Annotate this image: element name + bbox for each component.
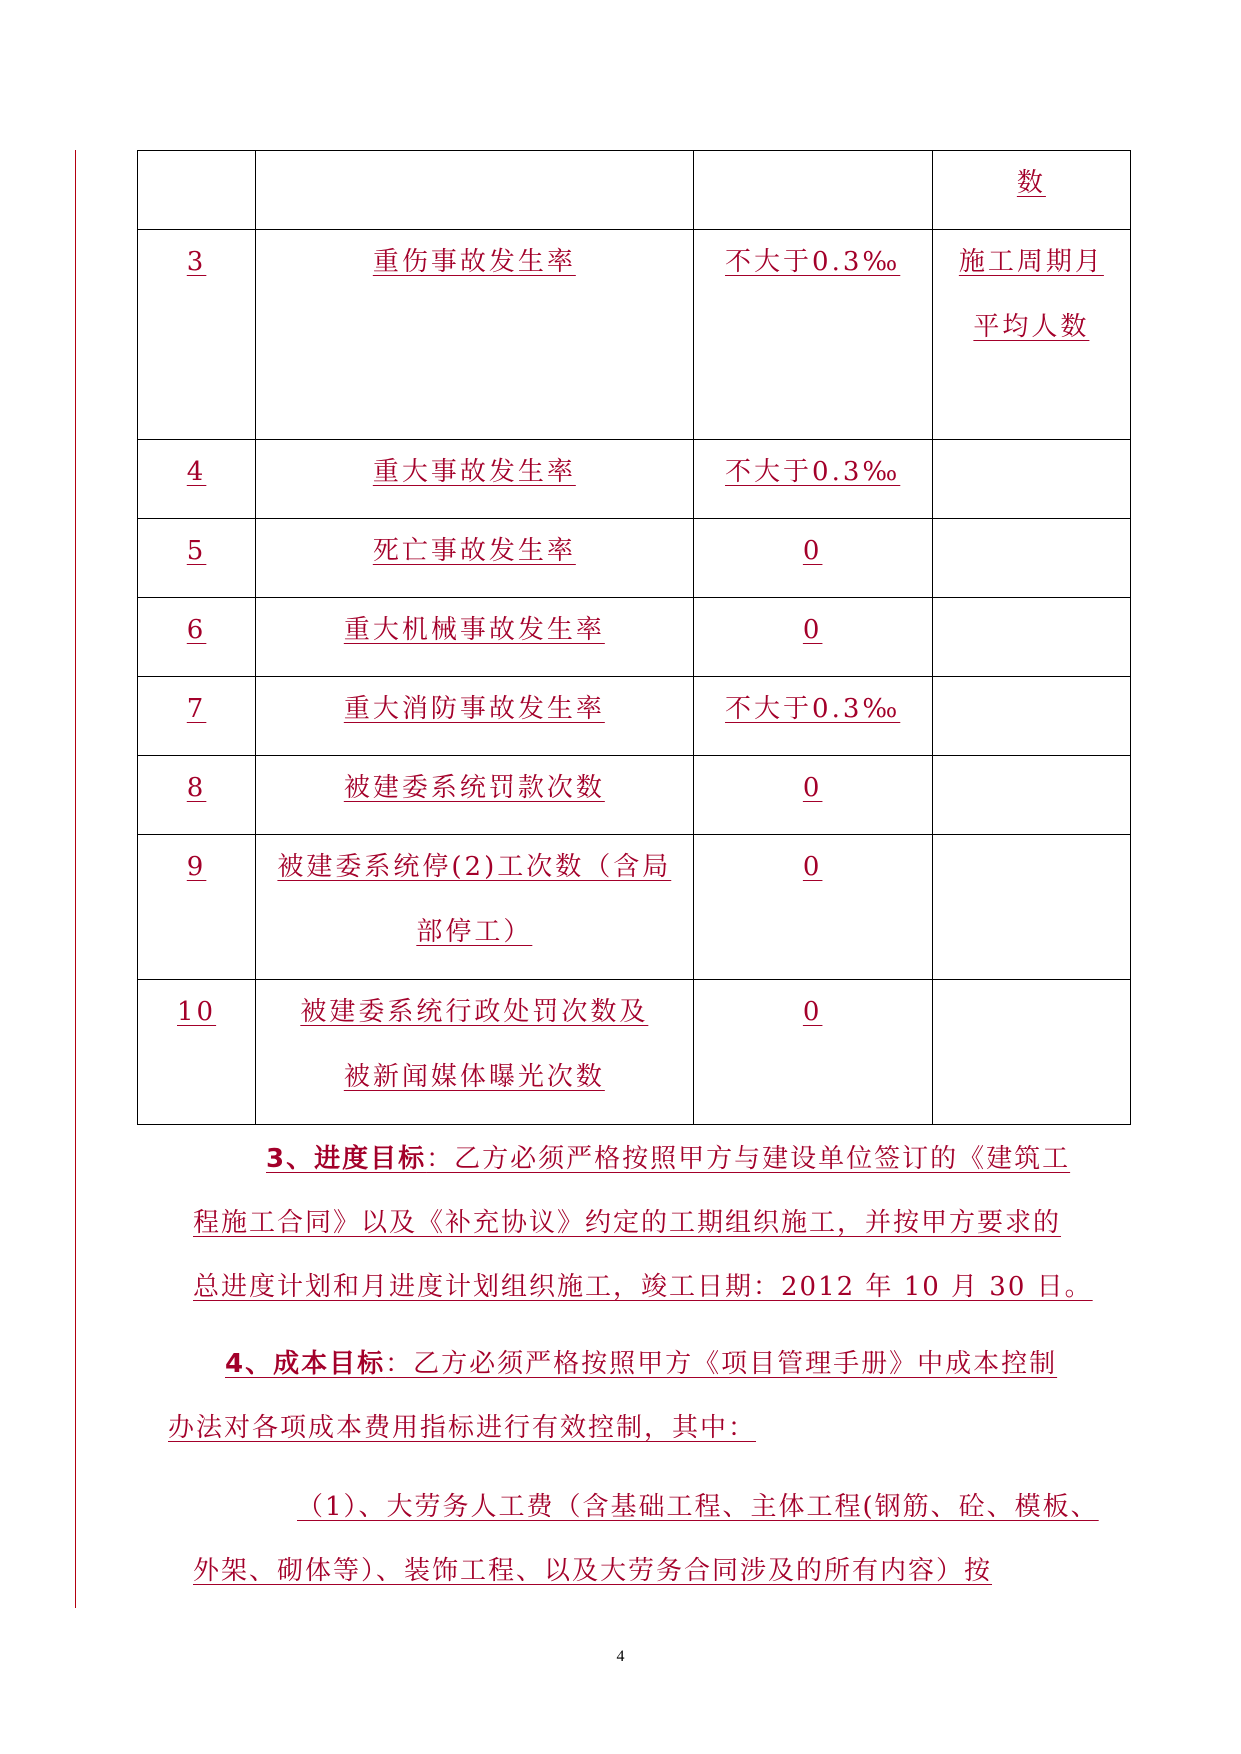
table-cell (693, 151, 932, 230)
section4-line1: 4、成本目标：乙方必须严格按照甲方《项目管理手册》中成本控制 (225, 1349, 1058, 1379)
item1-line1: （1）、大劳务人工费（含基础工程、主体工程(钢筋、砼、模板、 (297, 1492, 1099, 1522)
row-target: 0 (802, 852, 823, 882)
table-cell (138, 151, 256, 230)
table-row (138, 440, 1131, 519)
row-number: 10 (177, 997, 217, 1027)
safety-goals-table (137, 150, 1131, 1125)
table-cell (256, 151, 693, 230)
row-item: 重大机械事故发生率 (343, 615, 605, 645)
section4-line2: 办法对各项成本费用指标进行有效控制，其中： (168, 1413, 757, 1443)
row-basis: 施工周期月平均人数 (958, 247, 1104, 342)
row-target: 0 (802, 536, 823, 566)
row-number: 6 (186, 615, 207, 645)
row-target: 0 (802, 615, 823, 645)
table-row (138, 519, 1131, 598)
row-number: 3 (186, 247, 207, 277)
table-row (138, 598, 1131, 677)
section3-heading: 3、进度目标 (266, 1144, 427, 1174)
row-item: 重大消防事故发生率 (343, 694, 605, 724)
page-number: 4 (616, 1648, 625, 1665)
row-item: 死亡事故发生率 (372, 536, 576, 566)
basis-fragment: 数 (1016, 168, 1046, 198)
section3-line3: 总进度计划和月进度计划组织施工，竣工日期：2012 年 10 月 30 日。 (193, 1272, 1093, 1302)
section3-line2: 程施工合同》以及《补充协议》约定的工期组织施工，并按甲方要求的 (193, 1208, 1062, 1238)
margin-rule (75, 150, 76, 1608)
table-row (138, 756, 1131, 835)
row-item-line2: 被新闻媒体曝光次数 (343, 1062, 605, 1092)
row-target: 0 (802, 997, 823, 1027)
row-number: 8 (186, 773, 207, 803)
row-number: 4 (186, 457, 207, 487)
row-number: 5 (186, 536, 207, 566)
row-target: 0 (802, 773, 823, 803)
row-number: 9 (186, 852, 207, 882)
table-row (138, 980, 1131, 1125)
row-item-line2: 部停工） (416, 917, 533, 947)
table-row (138, 835, 1131, 980)
table-cell (932, 151, 1130, 230)
row-target: 不大于0.3‰ (725, 694, 901, 724)
table-row (138, 677, 1131, 756)
row-target: 不大于0.3‰ (725, 457, 901, 487)
row-item: 被建委系统罚款次数 (343, 773, 605, 803)
row-item-line1: 被建委系统停(2)工次数（含局 (277, 852, 672, 882)
item1-line2: 外架、砌体等）、装饰工程、以及大劳务合同涉及的所有内容）按 (193, 1556, 993, 1586)
row-item-line1: 被建委系统行政处罚次数及 (300, 997, 649, 1027)
row-number: 7 (186, 694, 207, 724)
row-target: 不大于0.3‰ (725, 247, 901, 277)
section3-line1: 3、进度目标：乙方必须严格按照甲方与建设单位签订的《建筑工 (266, 1144, 1071, 1174)
section4-heading: 4、成本目标 (225, 1349, 386, 1379)
row-item: 重大事故发生率 (372, 457, 576, 487)
table-row (138, 230, 1131, 440)
table-row (138, 151, 1131, 230)
row-item: 重伤事故发生率 (372, 247, 576, 277)
